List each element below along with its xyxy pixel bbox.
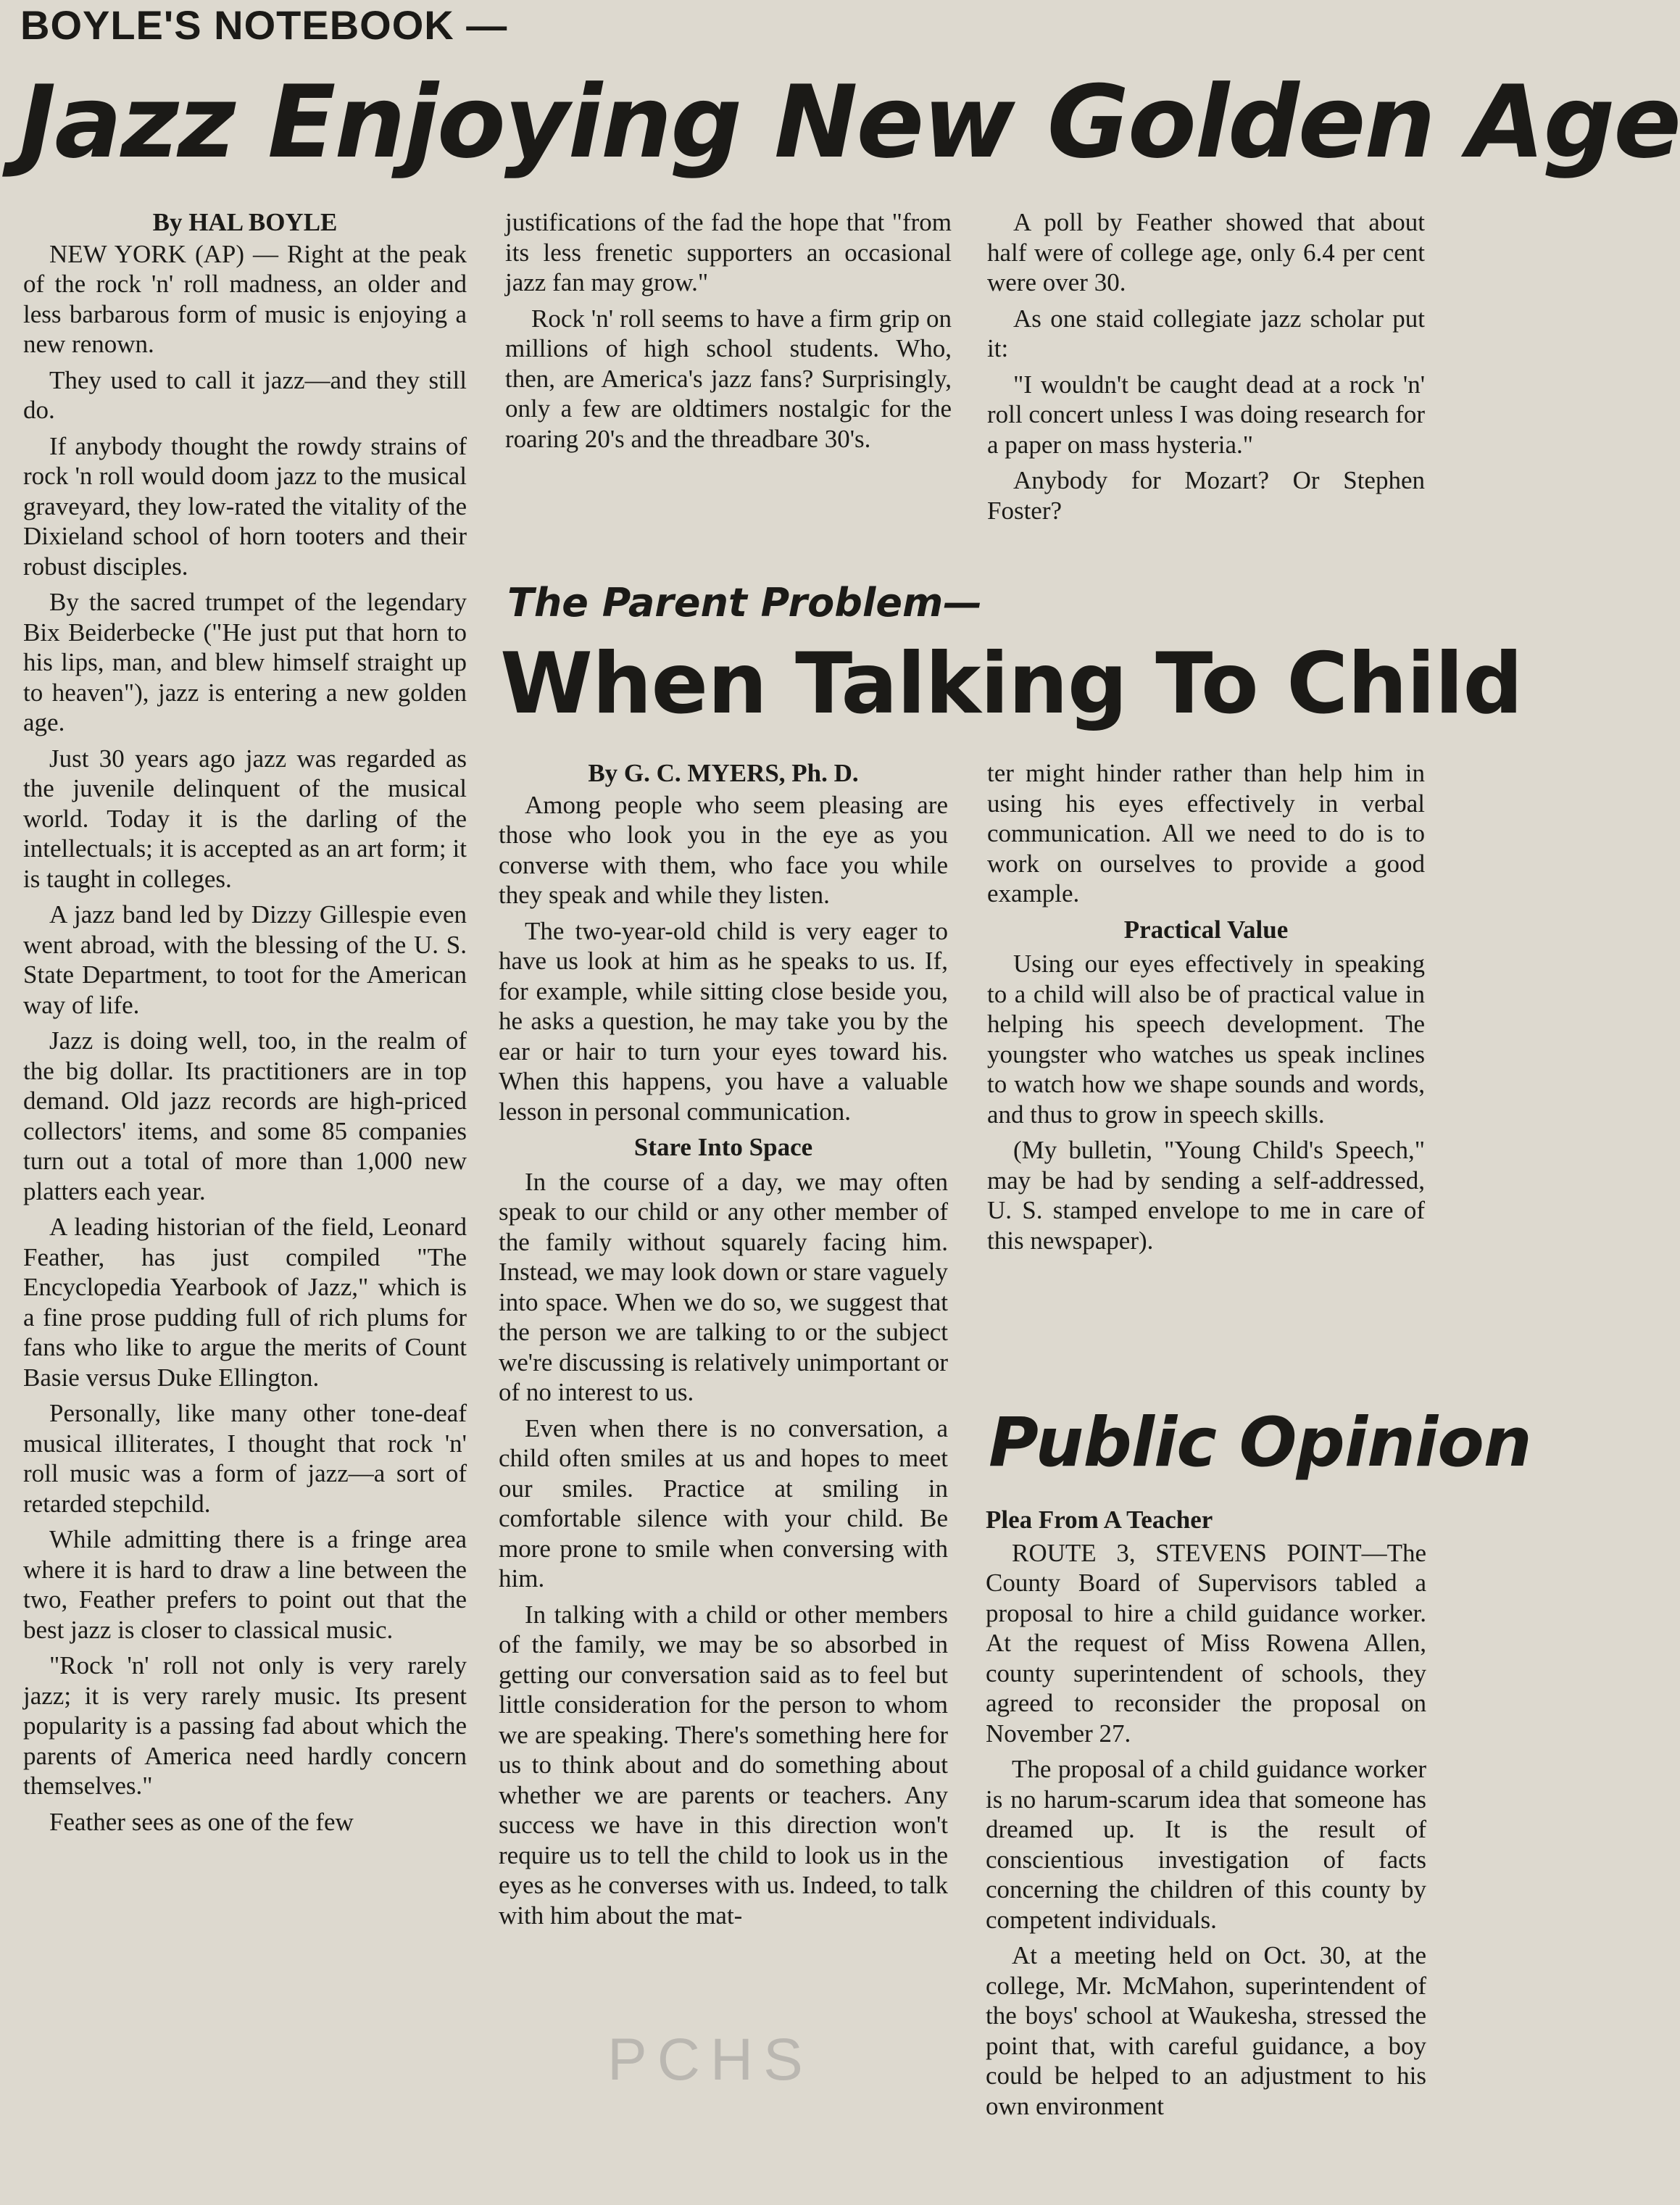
myers-byline: By G. C. MYERS, Ph. D. (588, 759, 859, 787)
paragraph: NEW YORK (AP) — Right at the peak of the rock 'n' roll madness, an older and less barbarous form of music is enjoying a new renown. (23, 239, 467, 358)
paragraph: "Rock 'n' roll not only is very rarely jazz; it is very rarely music. Its present popularity is a passing fad about which the parents of America need hardly concern themselves." (23, 1651, 467, 1800)
subhead-stare-into-space: Stare Into Space (633, 1133, 813, 1161)
boyle-column-1 (23, 207, 467, 2205)
watermark: PCHS (607, 2027, 813, 2093)
paragraph: If anybody thought the rowdy strains of rock 'n roll would doom jazz to the musical graveyard, they low-rated the vitality of the Dixieland school of horn tooters and their robust disciples. (23, 431, 467, 581)
boyle-column-3 (987, 207, 1425, 562)
public-opinion-headline: Public Opinion (989, 1403, 1531, 1482)
paragraph: Using our eyes effectively in speaking to a child will also be of practical value in helping his speech development. The youngster who watches us speak inclines to watch how we shape sounds and words, and thus to grow in speech skills. (987, 950, 1425, 1129)
paragraph: While admitting there is a fringe area where it is hard to draw a line between the two, Feather prefers to point out that the best jazz is closer to classical music. (23, 1525, 467, 1644)
boyle-column-2 (505, 207, 952, 548)
paragraph: The two-year-old child is very eager to have us look at him as he speaks to us. If, for example, while sitting close beside you, he asks a question, he may take you by the ear or hair to turn your eyes toward his. When this happens, you have a valuable lesson in personal communication. (499, 916, 948, 1126)
paragraph: At a meeting held on Oct. 30, at the college, Mr. McMahon, superintendent of the boys' school at Waukesha, stressed the point that, with careful guidance, a boy could be helped to an adjustment to his own environment (986, 1941, 1426, 2120)
paragraph: ROUTE 3, STEVENS POINT—The County Board of Supervisors tabled a proposal to hire a child guidance worker. At the request of Miss Rowena Allen, county superintendent of schools, they agreed to reconsider the proposal on November 27. (986, 1538, 1426, 1748)
paragraph: Rock 'n' roll seems to have a firm grip on millions of high school students. Who, then, are America's jazz fans? Surprisingly, only a few are oldtimers nostalgic for the roaring 20's and the threadbare 30's. (505, 304, 952, 453)
paragraph: As one staid collegiate jazz scholar put it: (987, 304, 1425, 362)
paragraph: They used to call it jazz—and they still do. (23, 365, 467, 424)
paragraph: A jazz band led by Dizzy Gillespie even went abroad, with the blessing of the U. S. State Department, to toot for the American way of life. (23, 900, 467, 1019)
paragraph: Anybody for Mozart? Or Stephen Foster? (987, 466, 1425, 525)
subhead-practical-value: Practical Value (1123, 915, 1289, 944)
myers-headline: When Talking To Child (500, 635, 1523, 733)
paragraph: Among people who seem pleasing are those who look you in the eye as you converse with them, who face you while they speak and while they listen. (499, 790, 948, 909)
paragraph: The proposal of a child guidance worker is no harum-scarum idea that someone has dreamed up. It is the result of conscientious investigation of facts concerning the children of this county by competent individuals. (986, 1755, 1426, 1934)
paragraph: ter might hinder rather than help him in using his eyes effectively in verbal communication. All we need to do is to work on ourselves to provide a good example. (987, 759, 1425, 908)
paragraph: By the sacred trumpet of the legendary Bix Beiderbecke ("He just put that horn to his lips, man, and blew himself straight up to heaven"), jazz is entering a new golden age. (23, 588, 467, 736)
plea-subhead: Plea From A Teacher (986, 1506, 1213, 1534)
boyle-byline: By HAL BOYLE (152, 208, 338, 236)
paragraph: Personally, like many other tone-deaf musical illiterates, I thought that rock 'n' roll music was a form of jazz—a sort of retarded stepchild. (23, 1399, 467, 1518)
paragraph: Even when there is no conversation, a child often smiles at us and hopes to meet our smiles. Practice at smiling in comfortable silence with your child. Be more prone to smile when conversing with him. (499, 1413, 948, 1592)
paragraph: A leading historian of the field, Leonard Feather, has just compiled "The Encyclopedia Yearbook of Jazz," which is a fine prose pudding full of rich plums for fans who like to argue the merits of Count Basie versus Duke Ellington. (23, 1213, 467, 1392)
paragraph: In talking with a child or other members of the family, we may be so absorbed in getting our conversation said as to feel but little consideration for the person to whom we are speaking. There's something here for us to think about and do something about whether we are parents or teachers. Any success we have in this direction won't require us to tell the child to look us in the eyes as he converses with us. Indeed, to talk with him about the mat- (499, 1600, 948, 1930)
myers-column-1 (499, 758, 948, 2205)
paragraph: "I wouldn't be caught dead at a rock 'n' roll concert unless I was doing research for a paper on mass hysteria." (987, 370, 1425, 459)
paragraph: justifications of the fad the hope that "from its less frenetic supporters an occasional jazz fan may grow." (505, 208, 952, 296)
paragraph: (My bulletin, "Young Child's Speech," may be had by sending a self-addressed, U. S. stamped envelope to me in care of this newspaper). (987, 1136, 1425, 1255)
myers-kicker: The Parent Problem— (507, 580, 983, 626)
boyle-kicker: BOYLE'S NOTEBOOK — (20, 2, 508, 48)
paragraph: Just 30 years ago jazz was regarded as the juvenile delinquent of the musical world. Today it is the darling of the intellectuals; it is accepted as an art form; it is taught in colleges. (23, 744, 467, 893)
paragraph: Jazz is doing well, too, in the realm of the big dollar. Its practitioners are in top demand. Old jazz records are high-priced collectors' items, and some 85 companies turn out a total of more than 1,000 new platters each year. (23, 1026, 467, 1205)
paragraph: A poll by Feather showed that about half were of college age, only 6.4 per cent were over 30. (987, 208, 1425, 296)
myers-column-2 (987, 758, 1425, 1382)
boyle-headline: Jazz Enjoying New Golden Age (19, 64, 1680, 180)
public-opinion-column (986, 1505, 1426, 2205)
paragraph: In the course of a day, we may often speak to our child or any other member of the family without squarely facing him. Instead, we may look down or stare vaguely into space. When we do so, we suggest that the person we are talking to or the subject we're discussing is relatively unimportant or of no interest to us. (499, 1167, 948, 1406)
paragraph: Feather sees as one of the few (49, 1807, 354, 1836)
